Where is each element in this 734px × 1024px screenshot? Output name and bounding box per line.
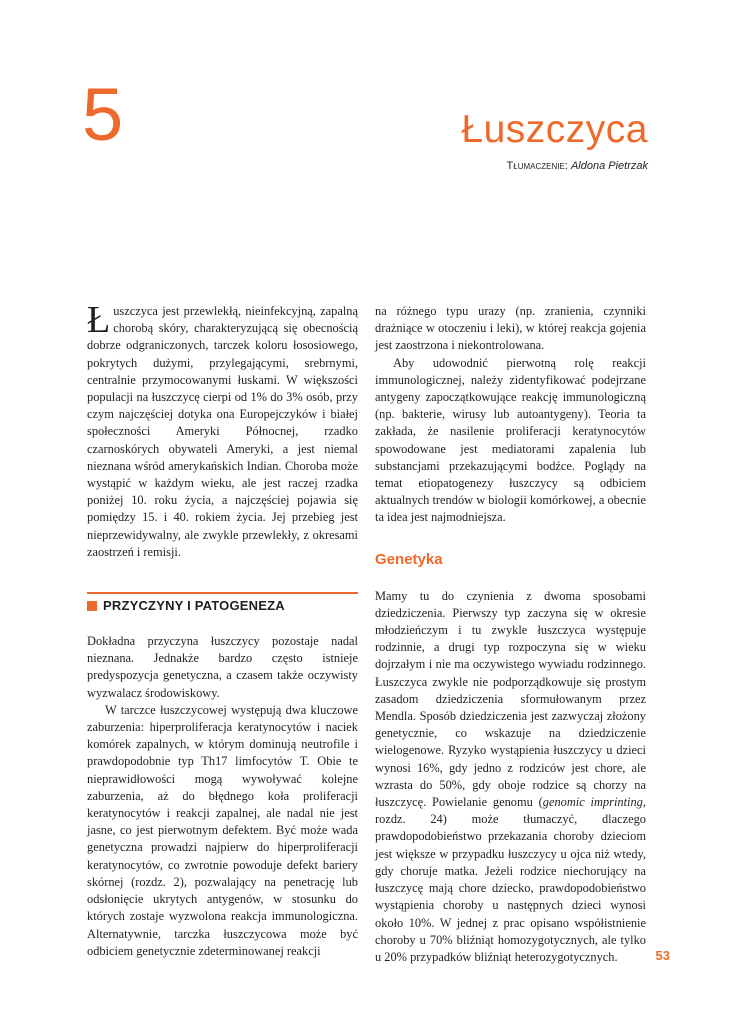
body-paragraph: W tarczce łuszczycowej występują dwa kluczowe zaburzenia: hiperproliferacja keratynocytów i naciek komórek zapalnych, w którym dominują neutrofile i prawdopodobnie typ Th17 limfocytów T. Obie te nieprawidłowości mogą wywoływać kolejne zaburzenia, aż do błędnego koła proliferacji keratynocytów i reakcji zapalnej, ale nadal nie jest jasne, co jest pierwotnym defektem. Być może wada genetyczna prowadzi najpierw do hiperproliferacji keratynocytów, co zwrotnie powoduje defekt bariery skórnej (rozdz. 2), pozwalający na penetrację lub odsłonięcie ukrytych antygenów, w stosunku do których zostaje wyzwolona reakcja immunologiczna. Alternatywnie, tarczka łuszczycowa może być odbiciem genetycznie zdeterminowanej reakcji (87, 702, 358, 958)
orange-square-icon (87, 601, 97, 611)
body-paragraph: Aby udowodnić pierwotną rolę reakcji immunologicznej, należy zidentyfikować podejrzane antygeny zapoczątkowujące reakcję immunologiczną (np. bakterie, wirusy lub autoantygeny). Teoria ta zakłada, że nasilenie proliferacji keratynocytów spowodowane jest mediatorami zapalenia lub substancjami przekazującymi bodźce. Poglądy na temat etiopatogenezy łuszczycy są odbiciem aktualnych trendów w biologii komórkowej, a obecnie ta idea jest najmodniejsza. (375, 355, 646, 525)
body-paragraph: na różnego typu urazy (np. zranienia, czynniki drażniące w otoczeniu i leki), w której reakcja gojenia jest zaostrzona i niekontrolowana. (375, 304, 646, 353)
translation-label: Tłumaczenie: (506, 160, 568, 172)
body-paragraph: Dokładna przyczyna łuszczycy pozostaje nadal nieznana. Jednakże bardzo często istnieje predyspozycja genetyczna, a czasem także oczywisty wyzwalacz środowiskowy. (87, 634, 358, 700)
right-column (375, 303, 646, 966)
chapter-title: Łuszczyca (461, 108, 648, 151)
drop-cap: Ł (87, 299, 111, 341)
page-number: 53 (655, 948, 670, 963)
left-column (87, 299, 358, 960)
chapter-number: 5 (82, 73, 124, 156)
translator-name: Aldona Pietrzak (570, 160, 648, 172)
section-heading-label: PRZYCZYNY I PATOGENEZA (103, 598, 285, 614)
section-heading-causes (87, 592, 358, 613)
text-run: , rozdz. 24) może tłumaczyć, dlaczego prawdopodobieństwo przekazania choroby dzieciom jest większe w przypadku łuszczycy u ojca niż wtedy, gdy choruje matka. Jeżeli rodzice niechorujący na łuszczycę mają chore dziecko, prawdopodobieństwo wystąpienia choroby u następnych dzieci wynosi około 10%. W jednej z prac opisano współistnienie choroby u 70% bliźniąt homozygotycznych, ale tylko u 20% przypadków bliźniąt heterozygotycznych. (375, 795, 646, 964)
italic-term: genomic imprinting (542, 795, 643, 810)
body-paragraph (375, 588, 646, 966)
intro-paragraph (87, 299, 358, 561)
text-run: Mamy tu do czynienia z dwoma sposobami dziedziczenia. Pierwszy typ zaczyna się w okresie młodzieńczym i tu zwykle łuszczyca występuje rodzinnie, a drugi typ rozpoczyna się w wieku dojrzałym i nie ma oczywistego wywiadu rodzinnego. Łuszczyca zwykle nie podporządkowuje się prostym zasadom dziedziczenia sformułowanym przez Mendla. Sposób dziedziczenia jest zazwyczaj złożony genetycznie, co wskazuje na dziedziczenie wielogenowe. Ryzyko wystąpienia łuszczycy u dzieci wynosi 16%, gdy jedno z rodziców jest chore, ale wzrasta do 50%, gdy oboje rodzice są chorzy na łuszczycę. Powielanie genomu ( (375, 588, 646, 810)
translation-credit (507, 160, 648, 172)
intro-text: uszczyca jest przewlekłą, nieinfekcyjną, zapalną chorobą skóry, charakteryzującą się obecnością dobrze odgraniczonych, tarczek koloru łososiowego, pokrytych dużymi, przylegającymi, srebrnymi, centralnie przymocowanymi łuskami. W większości populacji na łuszczycę cierpi od 1% do 3% osób, przy czym najczęściej dotyka ona Europejczyków i białej społeczności Ameryki Północnej, rzadko czarnoskórych obywateli Ameryki, a jest niemal nieznana wśród amerykańskich Indian. Choroba może wystąpić w każdym wieku, ale jest raczej rzadka poniżej 10. roku życia, a najczęściej pojawia się pomiędzy 15. i 40. rokiem życia. Jej przebieg jest nieprzewidywalny, ale zwykle przewlekły, z okresami zaostrzeń i remisji. (87, 304, 358, 559)
subheading-genetics: Genetyka (375, 550, 443, 568)
